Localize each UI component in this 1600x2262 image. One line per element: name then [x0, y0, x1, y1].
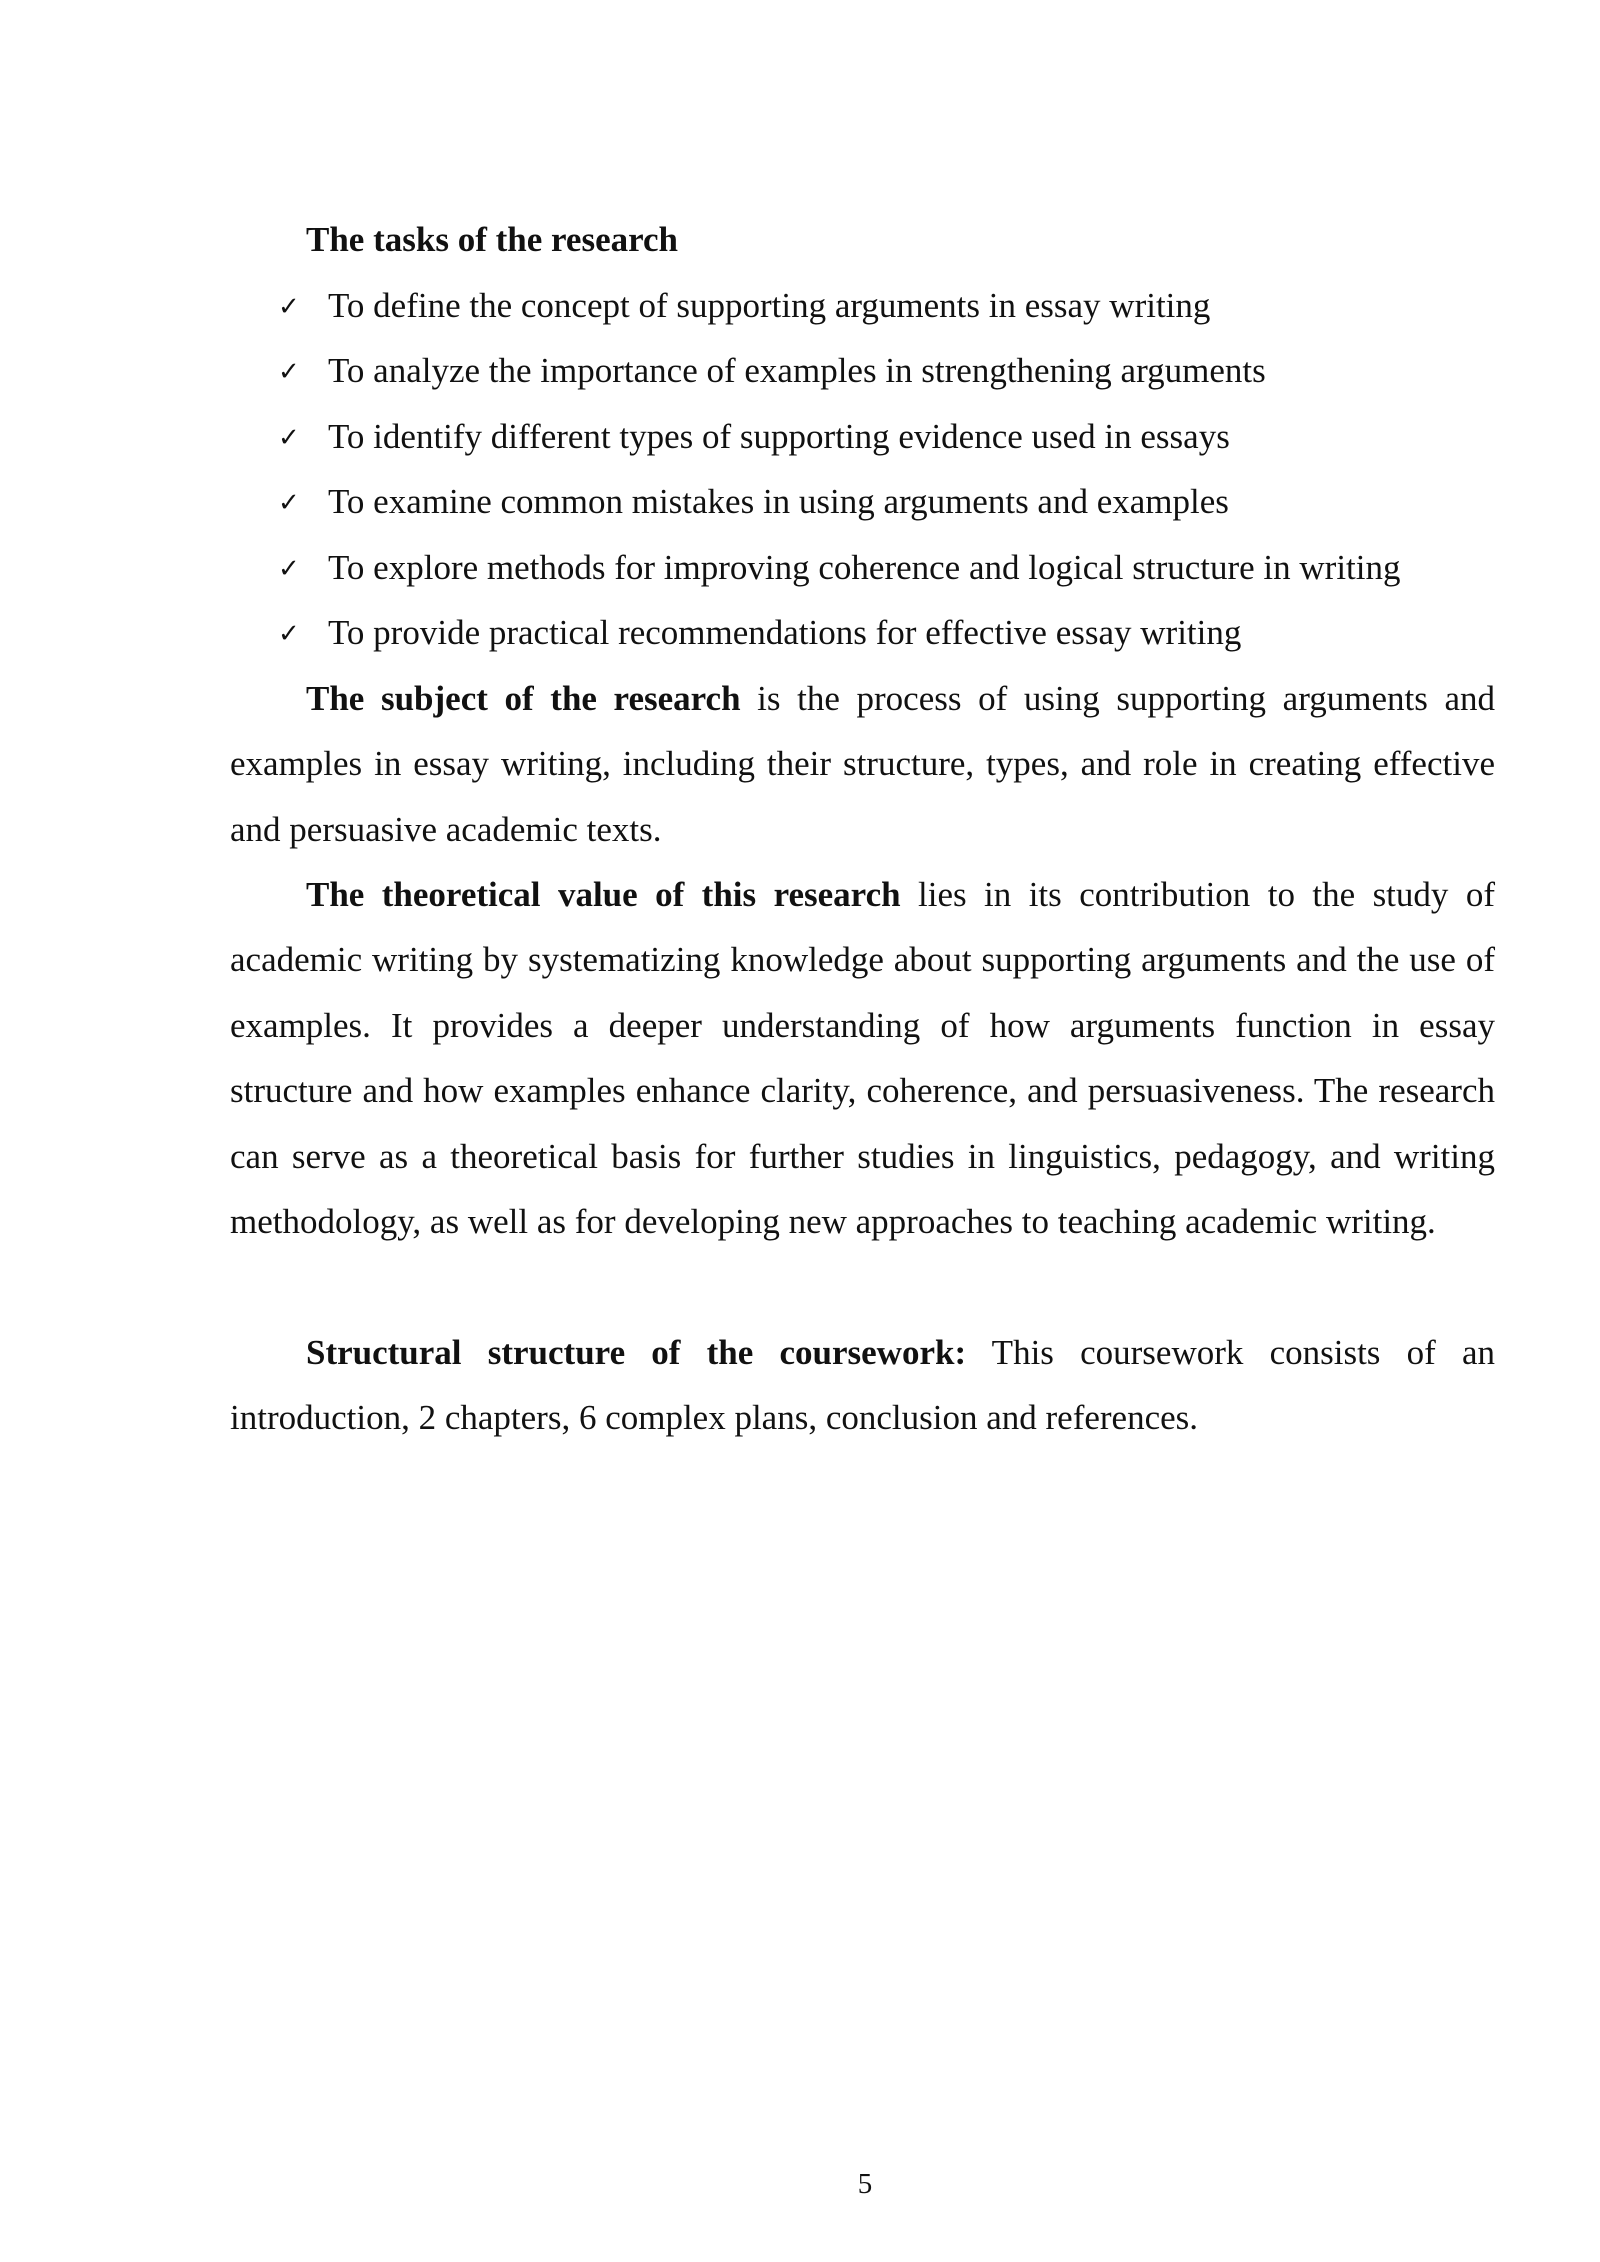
structure-text: This coursework consists of an introduction, 2 chapters, 6 complex plans, conclusion and references.: [230, 1333, 1496, 1438]
list-item: [278, 345, 1401, 410]
checkmark-icon: ✓: [278, 618, 300, 648]
structure-paragraph: [230, 1320, 1495, 1451]
task-text: To examine common mistakes in using arguments and examples: [328, 482, 1229, 522]
list-item: [278, 411, 1401, 476]
page-number: 5: [857, 2168, 873, 2200]
list-item: [278, 607, 1401, 672]
list-item: [278, 280, 1401, 345]
checkmark-icon: ✓: [278, 357, 300, 387]
task-list: [278, 280, 1401, 672]
theoretical-value-lead: The theoretical value of this research: [306, 875, 901, 914]
structure-lead: Structural structure of the coursework:: [306, 1333, 967, 1372]
subject-lead: The subject of the research: [306, 679, 741, 718]
task-text: To analyze the importance of examples in strengthening arguments: [328, 351, 1266, 391]
subject-paragraph: [230, 666, 1495, 862]
checkmark-icon: ✓: [278, 422, 300, 452]
task-text: To define the concept of supporting arguments in essay writing: [328, 286, 1211, 325]
checkmark-icon: ✓: [278, 488, 300, 518]
theoretical-value-paragraph: [230, 862, 1495, 1254]
task-text: To explore methods for improving coherence and logical structure in writing: [328, 547, 1401, 587]
tasks-heading: The tasks of the research: [306, 220, 679, 259]
list-item: [278, 542, 1401, 607]
task-text: To provide practical recommendations for effective essay writing: [328, 612, 1242, 652]
checkmark-icon: ✓: [278, 292, 300, 321]
checkmark-icon: ✓: [278, 553, 300, 583]
task-text: To identify different types of supporting evidence used in essays: [328, 416, 1230, 456]
subject-text: is the process of using supporting arguments and examples in essay writing, including their structure, types, and role in creating effective and persuasive academic texts.: [230, 679, 1495, 849]
list-item: [278, 476, 1401, 541]
theoretical-value-text: lies in its contribution to the study of academic writing by systematizing knowledge about supporting arguments and the use of examples. It provides a deeper understanding of how arguments function in essay structure and how examples enhance clarity, coherence, and persuasiveness. The research can serve as a theoretical basis for further studies in linguistics, pedagogy, and writing methodology, as well as for developing new approaches to teaching academic writing.: [230, 875, 1495, 1242]
